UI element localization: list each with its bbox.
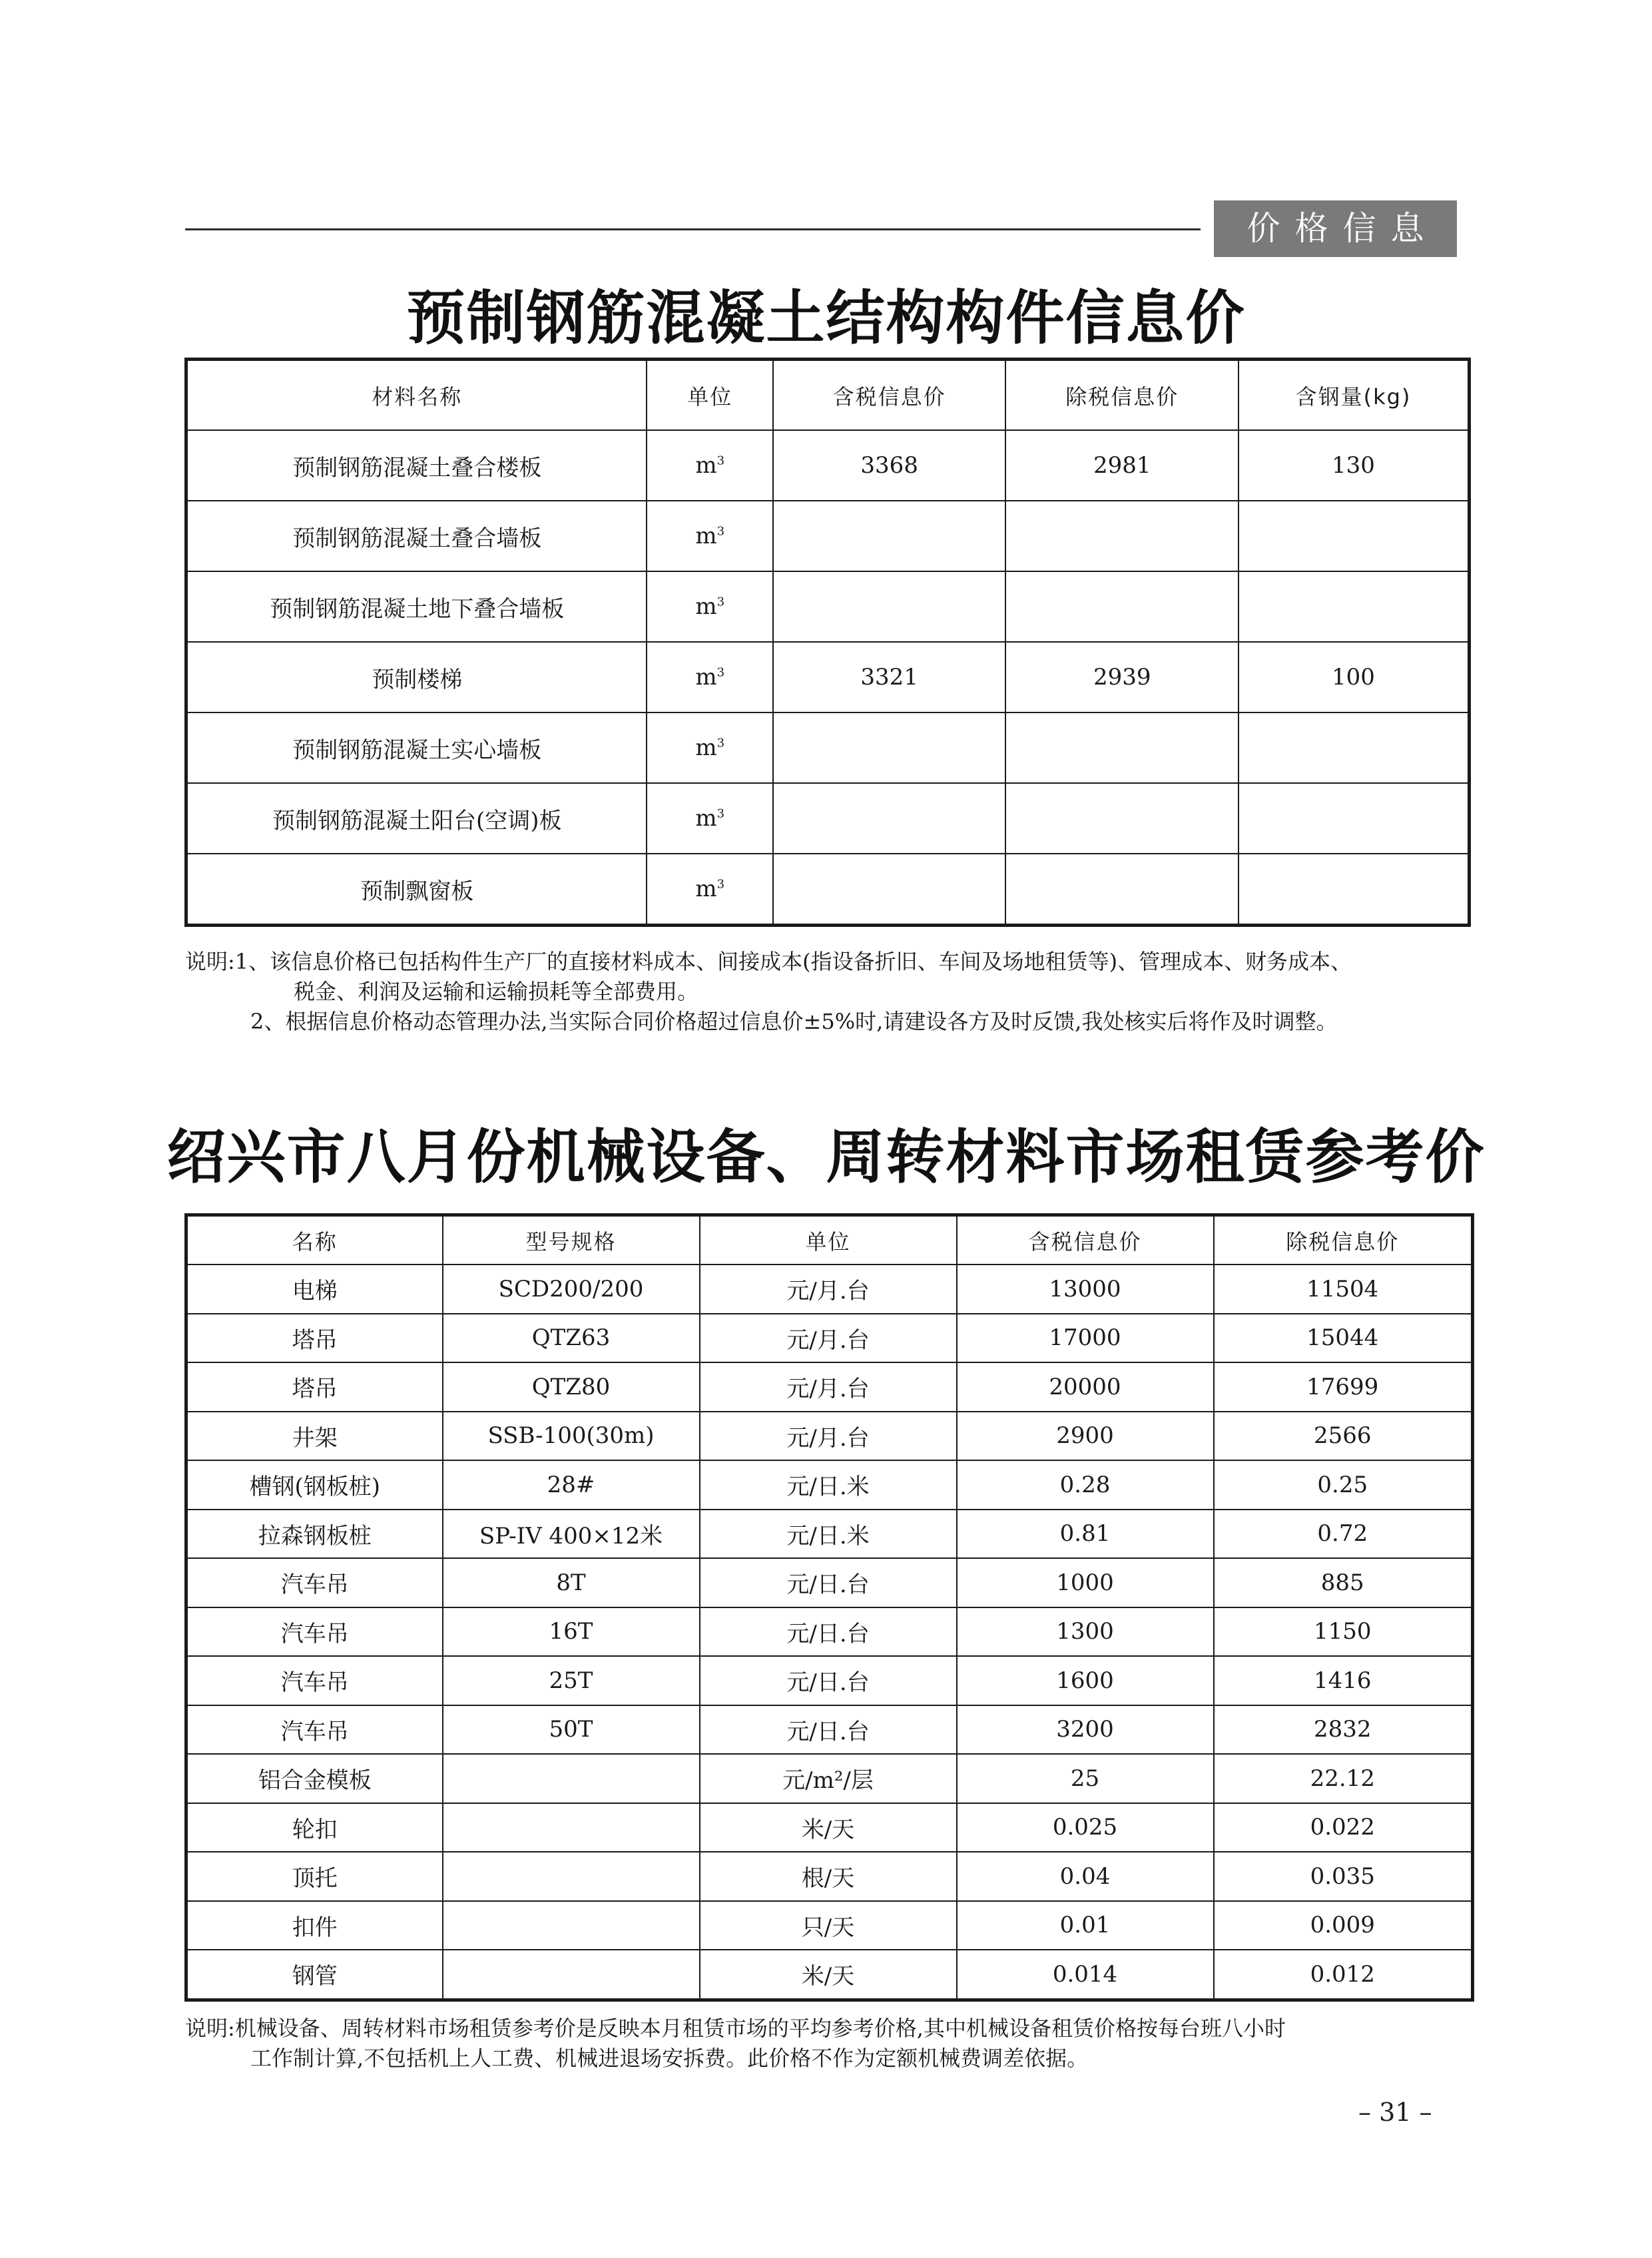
tax-incl-price-text: 20000 [1049, 1373, 1121, 1400]
table-row [186, 571, 1470, 642]
section-tag: 价格信息 [1214, 200, 1457, 257]
model-spec [443, 1852, 700, 1901]
unit-text: 元/月.台 [786, 1376, 870, 1403]
tax-excl-price-text: 2981 [1093, 452, 1151, 479]
rental-price-table [184, 1213, 1474, 2002]
tax-excl-price [1214, 1754, 1473, 1803]
equipment-name [186, 1362, 443, 1412]
table-row [186, 1314, 1473, 1363]
unit-superscript: 3 [716, 806, 725, 821]
tax-excl-price-text: 0.25 [1317, 1471, 1368, 1498]
material-name-text: 预制钢筋混凝土阳台(空调)板 [272, 807, 562, 834]
col-header-material: 材料名称 [186, 360, 647, 431]
table-row [186, 1656, 1473, 1705]
unit-superscript: 3 [716, 453, 725, 468]
tax-incl-price-text: 0.28 [1059, 1471, 1111, 1498]
tax-excl-price-text: 1150 [1313, 1618, 1372, 1645]
tax-excl-price [1005, 430, 1239, 501]
tax-incl-price [957, 1362, 1214, 1412]
steel-content [1239, 854, 1470, 926]
model-spec-text: QTZ80 [531, 1373, 611, 1400]
steel-content [1239, 712, 1470, 783]
tax-incl-price [957, 1558, 1214, 1607]
unit-superscript: 3 [716, 595, 725, 609]
model-spec [443, 1656, 700, 1705]
col-header-tax-excl: 除税信息价 [1214, 1215, 1473, 1265]
col-header-tax-incl: 含税信息价 [957, 1215, 1214, 1265]
tax-excl-price-text: 11504 [1306, 1275, 1379, 1302]
unit [700, 1558, 957, 1607]
col-header-unit: 单位 [647, 360, 772, 431]
tax-incl-price [957, 1607, 1214, 1657]
tax-incl-price-text: 1300 [1056, 1618, 1114, 1645]
tax-excl-price [1214, 1950, 1473, 2000]
tax-incl-price-text: 0.014 [1052, 1960, 1118, 1988]
equipment-name [186, 1412, 443, 1461]
material-name [186, 430, 647, 501]
unit-superscript: 3 [716, 524, 725, 539]
unit-text: m [695, 734, 717, 761]
tax-incl-price [957, 1314, 1214, 1363]
note-line: 说明:1、该信息价格已包括构件生产厂的直接材料成本、间接成本(指设备折旧、车间及场地租赁等)、管理成本、财务成本、 [185, 949, 1352, 974]
unit-cell [647, 571, 772, 642]
unit-text: 元/月.台 [786, 1424, 870, 1452]
unit-text: 米/天 [801, 1963, 855, 1990]
unit-superscript: 3 [716, 736, 725, 750]
equipment-name-text: 汽车吊 [280, 1669, 349, 1697]
col-header-tax-excl: 除税信息价 [1005, 360, 1239, 431]
steel-content [1239, 501, 1470, 571]
tax-excl-price-text: 2566 [1313, 1422, 1372, 1450]
model-spec [443, 1803, 700, 1852]
material-name-text: 预制飘窗板 [360, 878, 474, 905]
equipment-name [186, 1705, 443, 1755]
model-spec-text: SCD200/200 [498, 1275, 644, 1302]
table-row [186, 1510, 1473, 1559]
col-header-unit: 单位 [700, 1215, 957, 1265]
unit [700, 1607, 957, 1657]
tax-excl-price [1005, 501, 1239, 571]
model-spec-text: QTZ63 [531, 1324, 611, 1352]
tax-excl-price [1214, 1705, 1473, 1755]
material-name [186, 712, 647, 783]
tax-excl-price-text: 0.022 [1310, 1814, 1375, 1841]
tax-incl-price-text: 1000 [1056, 1569, 1114, 1596]
tax-incl-price [957, 1852, 1214, 1901]
model-spec-text: 28# [547, 1471, 595, 1498]
unit [700, 1754, 957, 1803]
tax-excl-price [1214, 1362, 1473, 1412]
unit [700, 1460, 957, 1510]
col-header-steel: 含钢量(kg) [1239, 360, 1470, 431]
tax-excl-price [1214, 1607, 1473, 1657]
tax-excl-price-text: 0.009 [1310, 1912, 1375, 1939]
table-row [186, 642, 1470, 712]
tax-incl-price-text: 0.025 [1052, 1814, 1118, 1841]
unit [700, 1656, 957, 1705]
unit-text: m [695, 523, 717, 549]
material-name-text: 预制楼梯 [372, 666, 463, 693]
material-name [186, 783, 647, 854]
table-row [186, 783, 1470, 854]
unit-cell [647, 712, 772, 783]
tax-excl-price-text: 0.035 [1310, 1862, 1375, 1890]
unit-text: 米/天 [801, 1816, 855, 1843]
tax-incl-price [957, 1460, 1214, 1510]
tax-incl-price [957, 1265, 1214, 1314]
tax-excl-price-text: 885 [1320, 1569, 1364, 1596]
header-rule [185, 228, 1201, 230]
tax-incl-price [773, 712, 1006, 783]
equipment-name [186, 1558, 443, 1607]
model-spec [443, 1901, 700, 1950]
tax-excl-price [1005, 571, 1239, 642]
unit-text: 根/天 [801, 1865, 855, 1892]
unit [700, 1852, 957, 1901]
unit [700, 1314, 957, 1363]
unit-text: 元/月.台 [786, 1326, 870, 1354]
tax-incl-price-text: 2900 [1056, 1422, 1114, 1450]
unit-text: m [695, 593, 717, 620]
tax-excl-price-text: 22.12 [1310, 1765, 1375, 1792]
unit-text: 元/日.米 [786, 1474, 870, 1501]
tax-excl-price [1214, 1852, 1473, 1901]
tax-excl-price [1005, 712, 1239, 783]
col-header-spec: 型号规格 [443, 1215, 700, 1265]
precast-price-table [184, 358, 1471, 927]
model-spec [443, 1754, 700, 1803]
model-spec [443, 1607, 700, 1657]
equipment-name [186, 1314, 443, 1363]
model-spec-text: SSB-100(30m) [487, 1422, 655, 1450]
tax-excl-price-text: 15044 [1306, 1324, 1379, 1352]
material-name-text: 预制钢筋混凝土叠合墙板 [292, 525, 542, 552]
unit-text: m [695, 876, 717, 902]
tax-excl-price [1214, 1901, 1473, 1950]
tax-excl-price [1214, 1510, 1473, 1559]
tax-incl-price [773, 501, 1006, 571]
equipment-name [186, 1803, 443, 1852]
unit [700, 1803, 957, 1852]
tax-incl-price [957, 1412, 1214, 1461]
model-spec [443, 1412, 700, 1461]
material-name [186, 854, 647, 926]
model-spec [443, 1510, 700, 1559]
unit [700, 1362, 957, 1412]
equipment-name-text: 塔吊 [292, 1326, 338, 1354]
equipment-name-text: 槽钢(钢板桩) [249, 1474, 381, 1501]
tax-incl-price [773, 783, 1006, 854]
equipment-name [186, 1265, 443, 1314]
equipment-name-text: 顶托 [292, 1865, 338, 1892]
unit-text: 元/日.台 [786, 1718, 870, 1745]
unit-text: 元/日.台 [786, 1620, 870, 1647]
note-line: 2、根据信息价格动态管理办法,当实际合同价格超过信息价±5%时,请建设各方及时反馈,我处核实后将作及时调整。 [250, 1009, 1338, 1034]
tax-incl-price [957, 1510, 1214, 1559]
material-name-text: 预制钢筋混凝土地下叠合墙板 [270, 595, 565, 623]
unit-superscript: 3 [716, 665, 725, 680]
model-spec-text: 16T [549, 1618, 593, 1645]
model-spec [443, 1314, 700, 1363]
tax-excl-price-text: 17699 [1306, 1373, 1379, 1400]
table-header-row [186, 360, 1470, 431]
table-row [186, 1705, 1473, 1755]
unit-text: 元/日.米 [786, 1522, 870, 1550]
precast-table-body [186, 430, 1470, 926]
table-row [186, 1460, 1473, 1510]
steel-content [1239, 642, 1470, 712]
unit-text: 元/月.台 [786, 1278, 870, 1305]
unit-cell [647, 783, 772, 854]
table-row [186, 1803, 1473, 1852]
equipment-name [186, 1607, 443, 1657]
unit-text: 元/日.台 [786, 1669, 870, 1697]
steel-content-text: 130 [1332, 452, 1375, 479]
page-number: – 31 – [1358, 2098, 1432, 2127]
model-spec-text: 50T [549, 1716, 593, 1743]
tax-incl-price [773, 642, 1006, 712]
steel-content-text: 100 [1332, 664, 1375, 691]
tax-excl-price [1005, 642, 1239, 712]
equipment-name-text: 电梯 [292, 1278, 338, 1305]
unit-superscript: 3 [716, 877, 725, 892]
material-name-text: 预制钢筋混凝土实心墙板 [292, 736, 542, 764]
section1-notes [185, 947, 1352, 1037]
tax-incl-price-text: 3200 [1056, 1716, 1114, 1743]
section1-title: 预制钢筋混凝土结构构件信息价 [406, 283, 1246, 352]
table-row [186, 501, 1470, 571]
section2-title: 绍兴市八月份机械设备、周转材料市场租赁参考价 [166, 1122, 1486, 1191]
tax-excl-price-text: 1416 [1313, 1667, 1372, 1694]
table-row [186, 1852, 1473, 1901]
material-name [186, 642, 647, 712]
material-name-text: 预制钢筋混凝土叠合楼板 [292, 454, 542, 481]
unit-cell [647, 642, 772, 712]
steel-content [1239, 571, 1470, 642]
col-header-tax-incl: 含税信息价 [773, 360, 1006, 431]
table-row [186, 1607, 1473, 1657]
tax-incl-price [957, 1705, 1214, 1755]
tax-incl-price [957, 1656, 1214, 1705]
unit-text: 只/天 [801, 1914, 855, 1941]
model-spec-text: 25T [549, 1667, 593, 1694]
tax-incl-price [773, 854, 1006, 926]
unit [700, 1901, 957, 1950]
unit-cell [647, 430, 772, 501]
model-spec [443, 1362, 700, 1412]
unit-text: 元/m²/层 [782, 1767, 874, 1795]
tax-incl-price [957, 1901, 1214, 1950]
tax-excl-price [1214, 1656, 1473, 1705]
equipment-name [186, 1510, 443, 1559]
table-row [186, 854, 1470, 926]
tax-incl-price-text: 0.04 [1059, 1862, 1111, 1890]
tax-excl-price [1005, 854, 1239, 926]
tax-incl-price-text: 25 [1070, 1765, 1100, 1792]
unit [700, 1265, 957, 1314]
equipment-name [186, 1901, 443, 1950]
note-line: 税金、利润及运输和运输损耗等全部费用。 [294, 979, 699, 1004]
table-row [186, 1950, 1473, 2000]
table-row [186, 1901, 1473, 1950]
tax-incl-price [773, 430, 1006, 501]
tax-incl-price-text: 13000 [1049, 1275, 1121, 1302]
equipment-name-text: 塔吊 [292, 1376, 338, 1403]
tax-excl-price [1214, 1265, 1473, 1314]
tax-incl-price-text: 17000 [1049, 1324, 1121, 1352]
tax-excl-price-text: 2832 [1313, 1716, 1372, 1743]
equipment-name [186, 1950, 443, 2000]
table-row [186, 430, 1470, 501]
equipment-name [186, 1656, 443, 1705]
steel-content [1239, 430, 1470, 501]
unit [700, 1950, 957, 2000]
model-spec [443, 1265, 700, 1314]
equipment-name-text: 铝合金模板 [258, 1767, 372, 1795]
model-spec [443, 1460, 700, 1510]
tax-incl-price-text: 1600 [1056, 1667, 1114, 1694]
table-row [186, 1362, 1473, 1412]
equipment-name [186, 1852, 443, 1901]
model-spec-text: SP-IV 400×12米 [479, 1522, 663, 1550]
col-header-name: 名称 [186, 1215, 443, 1265]
tax-excl-price [1214, 1412, 1473, 1461]
table-row [186, 1558, 1473, 1607]
model-spec [443, 1950, 700, 2000]
unit-text: m [695, 664, 717, 691]
equipment-name-text: 井架 [292, 1424, 338, 1452]
tax-excl-price [1214, 1314, 1473, 1363]
table-row [186, 1412, 1473, 1461]
table-row [186, 1265, 1473, 1314]
equipment-name-text: 拉森钢板桩 [258, 1522, 372, 1550]
unit-cell [647, 501, 772, 571]
equipment-name-text: 扣件 [292, 1914, 338, 1941]
tax-incl-price [957, 1803, 1214, 1852]
table-row [186, 712, 1470, 783]
tax-excl-price-text: 0.72 [1317, 1520, 1368, 1548]
unit [700, 1412, 957, 1461]
tax-incl-price [957, 1950, 1214, 2000]
tax-incl-price [773, 571, 1006, 642]
model-spec-text: 8T [556, 1569, 586, 1596]
model-spec [443, 1558, 700, 1607]
rental-table-body [186, 1265, 1473, 2000]
table-header-row [186, 1215, 1473, 1265]
unit-cell [647, 854, 772, 926]
table-row [186, 1754, 1473, 1803]
tax-incl-price-text: 3321 [860, 664, 918, 691]
material-name [186, 571, 647, 642]
tax-excl-price-text: 0.012 [1310, 1960, 1375, 1988]
tax-excl-price [1214, 1558, 1473, 1607]
unit [700, 1510, 957, 1559]
section2-notes [185, 2014, 1286, 2074]
tax-excl-price-text: 2939 [1093, 664, 1151, 691]
tax-incl-price-text: 3368 [860, 452, 918, 479]
unit [700, 1705, 957, 1755]
tax-excl-price [1005, 783, 1239, 854]
equipment-name [186, 1754, 443, 1803]
tax-incl-price-text: 0.81 [1059, 1520, 1111, 1548]
note-line: 说明:机械设备、周转材料市场租赁参考价是反映本月租赁市场的平均参考价格,其中机械设备租赁价格按每台班八小时 [185, 2016, 1286, 2041]
tax-incl-price [957, 1754, 1214, 1803]
unit-text: m [695, 805, 717, 832]
equipment-name [186, 1460, 443, 1510]
tax-incl-price-text: 0.01 [1059, 1912, 1111, 1939]
equipment-name-text: 轮扣 [292, 1816, 338, 1843]
unit-text: m [695, 452, 717, 479]
tax-excl-price [1214, 1803, 1473, 1852]
equipment-name-text: 汽车吊 [280, 1620, 349, 1647]
steel-content [1239, 783, 1470, 854]
note-line: 工作制计算,不包括机上人工费、机械进退场安拆费。此价格不作为定额机械费调差依据。 [250, 2046, 1089, 2071]
equipment-name-text: 汽车吊 [280, 1718, 349, 1745]
model-spec [443, 1705, 700, 1755]
equipment-name-text: 汽车吊 [280, 1571, 349, 1599]
unit-text: 元/日.台 [786, 1571, 870, 1599]
equipment-name-text: 钢管 [292, 1963, 338, 1990]
tax-excl-price [1214, 1460, 1473, 1510]
material-name [186, 501, 647, 571]
